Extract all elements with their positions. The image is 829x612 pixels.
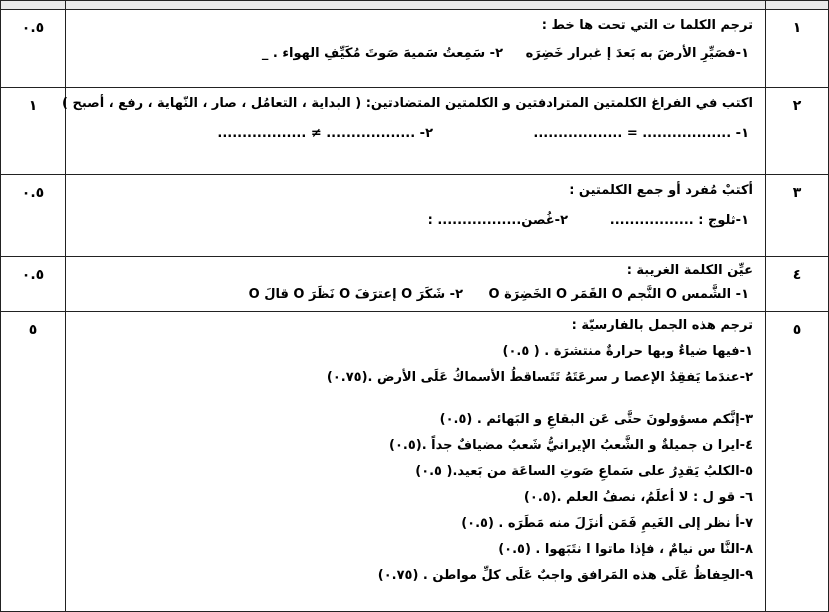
- question-number-text: ٣: [792, 185, 802, 201]
- question-row: [1, 312, 829, 612]
- question-line: ٢- شَكَرَ O إعترَفَ O نَظَرَ O قالَ O: [248, 287, 463, 302]
- translation-sentence: ٨-النَّا س نيامٌ ، فإذا ماتوا ا نتَبَهوا . (٠.٥): [498, 542, 753, 557]
- question-line: ١-فصَيِّرِ الأرضَ به بَعدَ إ غبرار خَضِرَه: [525, 46, 749, 61]
- question-score: [1, 312, 66, 612]
- question-number-text: ٤: [792, 267, 802, 283]
- question-number-text: ٥: [792, 322, 802, 338]
- table-header-row: [1, 1, 829, 10]
- question-score: [1, 257, 66, 312]
- question-number: [766, 312, 829, 612]
- translation-sentence: ٤-ايرا ن جميلةٌ و الشَّعبُ الإيرانيُّ شَعبٌ مضيافٌ جداً .(٠.٥): [389, 438, 753, 453]
- question-score: [1, 10, 66, 88]
- question-lines: [74, 211, 753, 241]
- score-text: ٥: [28, 322, 38, 338]
- score-text: ٠.٥: [21, 267, 45, 283]
- question-body: [66, 257, 766, 312]
- question-row: [1, 257, 829, 312]
- question-title: اكتب في الفراغ الكلمتين المترادفتين و الكلمتين المتضادتين: ( البداية ، التعامُل ، صار ، النّهاية ، رفع ، أصبح ): [62, 96, 753, 111]
- question-title: أكتبْ مُفرد أو جمع الكلمتين :: [569, 183, 753, 198]
- score-text: ١: [28, 98, 38, 114]
- question-number: [766, 257, 829, 312]
- question-lines: [74, 285, 753, 309]
- translation-sentence: ٣-إنَّكم مسؤولونَ حتَّى عَن البقاعِ و البَهائم . (٠.٥): [439, 412, 753, 427]
- question-title: ترجم هذه الجمل بالفارسيّة :: [571, 318, 753, 333]
- question-score: [1, 88, 66, 175]
- question-number-text: ٢: [792, 98, 802, 114]
- header-question-cell: [66, 1, 766, 10]
- question-line: ١-ثلوج : .................: [609, 213, 749, 228]
- question-body: [66, 175, 766, 257]
- question-body: [66, 312, 766, 612]
- score-text: ٠.٥: [21, 20, 45, 36]
- question-row: [1, 88, 829, 175]
- score-text: ٠.٥: [21, 185, 45, 201]
- blank-line: ١- .................. = ..................: [533, 126, 749, 141]
- question-score: [1, 175, 66, 257]
- translation-sentence: ٩-الحِفاظُ عَلَى هذه المَرافق واجبٌ عَلَى كلِّ مواطن . (٠.٧٥): [377, 568, 753, 583]
- header-score-cell: [1, 1, 66, 10]
- translation-sentence: ١-فيها ضياءٌ وبها حرارةٌ منتشرَة . ( ٠.٥): [502, 344, 753, 359]
- question-row: [1, 175, 829, 257]
- translation-sentence: ٦- قو ل : لا أعلَمُ، نصفُ العلم .(٠.٥): [523, 490, 753, 505]
- question-title: عيِّن الكلمة الغريبة :: [626, 263, 753, 278]
- question-number: [766, 10, 829, 88]
- question-line: ٢-غُصن................. :: [427, 213, 568, 228]
- question-line: ٢- سَمِعتُ سَميهَ صَوتَ مُكَيِّفِ الهواء . _: [261, 46, 503, 61]
- translation-sentence: ٢-عندَما يَفقِدُ الإعصا ر سرعَتَهُ تَتَساقطُ الأسماكُ عَلَى الأرض .(٠.٧٥): [326, 370, 753, 385]
- question-number-text: ١: [792, 20, 802, 36]
- question-lines: [74, 124, 753, 154]
- blank-line: ٢- .................. ≠ ..................: [217, 126, 433, 141]
- translation-sentence: ٧-أ نظر إلى الغَيمِ فَمَن أنزَلَ منه مَطَرَه . (٠.٥): [461, 516, 753, 531]
- question-body: [66, 10, 766, 88]
- header-num-cell: [766, 1, 829, 10]
- question-line: ١- الشَّمس O النَّجم O القَمَر O الخَضِرَة O: [488, 287, 749, 302]
- question-number: [766, 175, 829, 257]
- translation-sentence: ٥-الكلبُ يَقدِرُ على سَماعِ صَوتِ الساعَة من بَعيد.( ٠.٥): [415, 464, 753, 479]
- question-number: [766, 88, 829, 175]
- question-body: [62, 88, 766, 175]
- question-lines: [74, 44, 753, 74]
- question-title: ترجم الكلما ت التي تحت ها خط :: [541, 18, 753, 33]
- question-row: [1, 10, 829, 88]
